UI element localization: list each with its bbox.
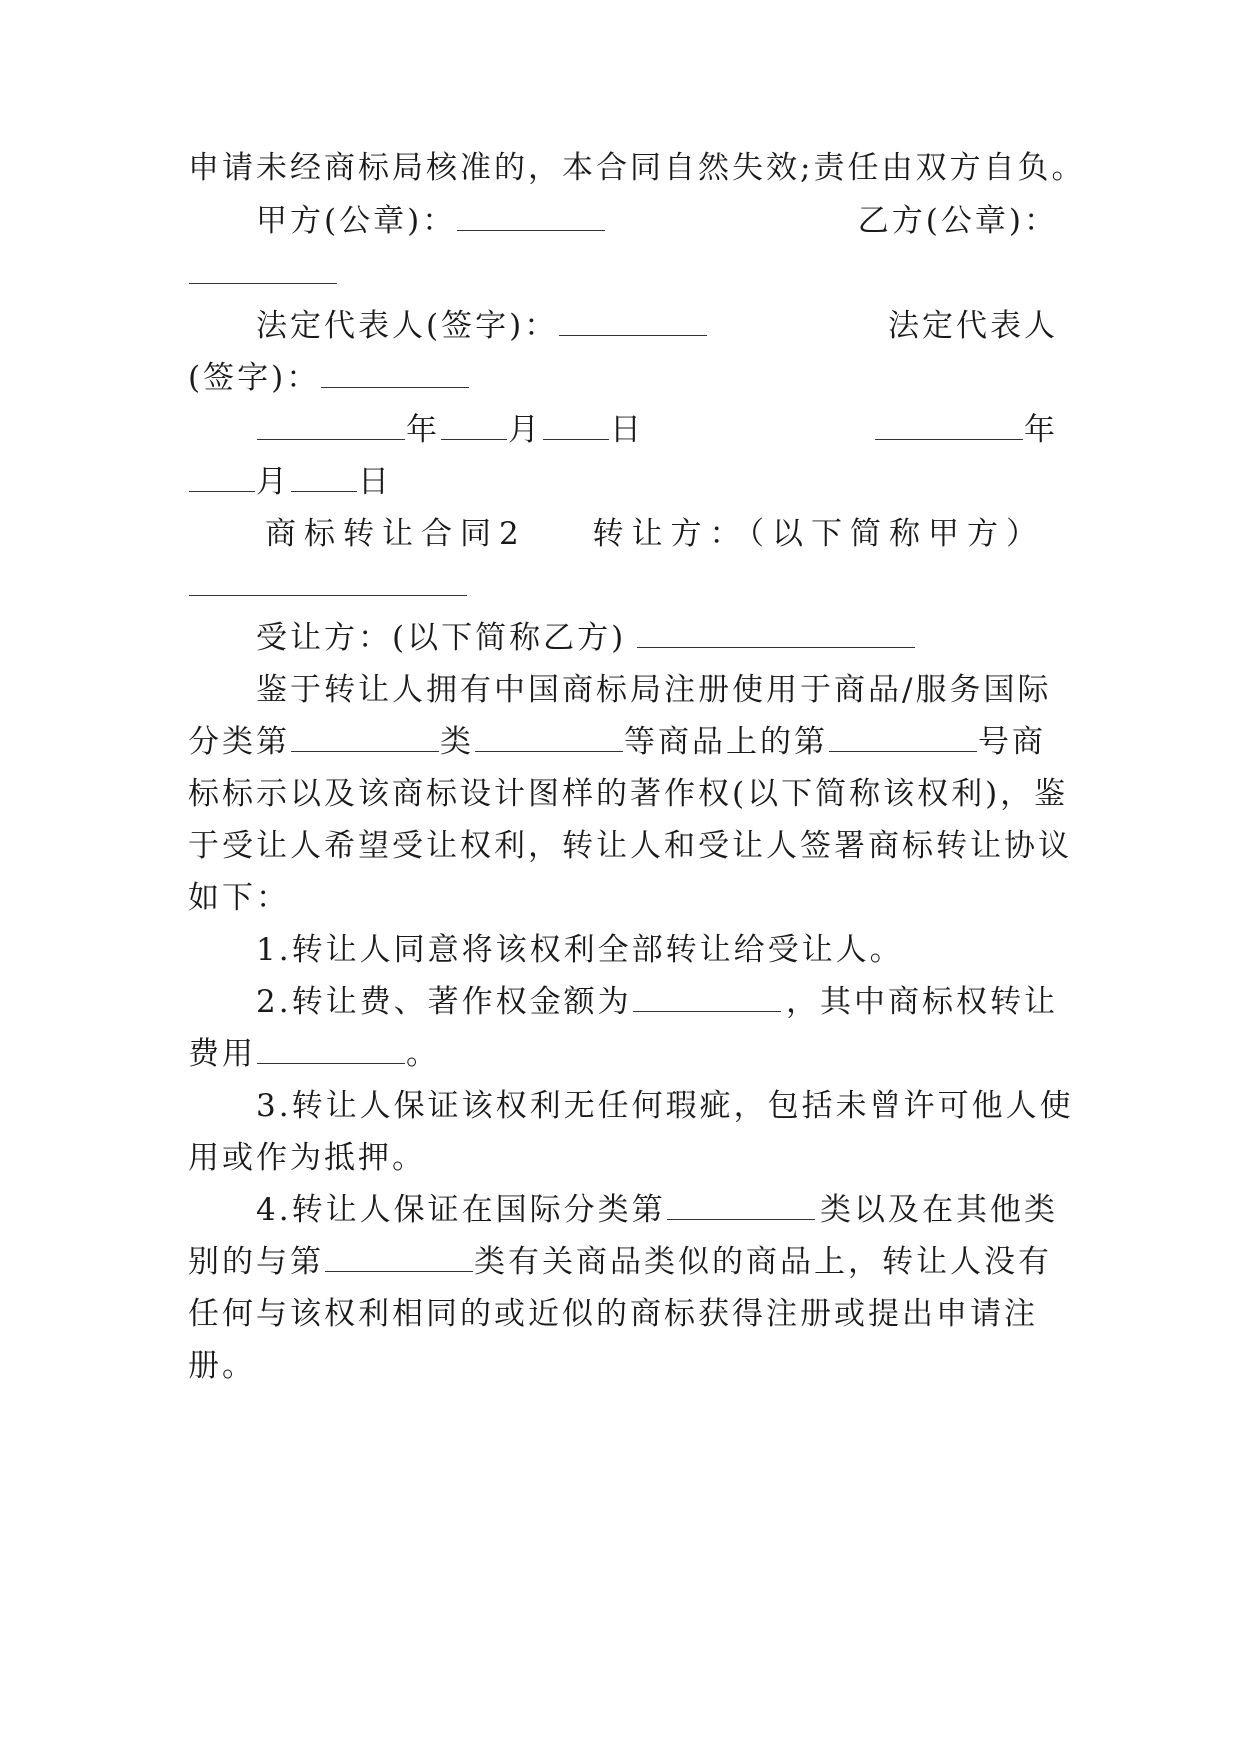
contract-title-line	[265, 514, 1045, 554]
party-a-date: 年 月 日	[256, 410, 644, 450]
blank-line	[875, 413, 1023, 440]
contract-title: 商标转让合同2	[265, 516, 527, 552]
party-a-representative: 法定代表人(签字)：	[256, 306, 708, 346]
blank-line	[667, 1193, 815, 1220]
clause-3: 3.转让人保证该权利无任何瑕疵，包括未曾许可他人使	[256, 1088, 1074, 1124]
text-line: 册。	[188, 1348, 256, 1384]
text-line: 用或作为抵押。	[188, 1140, 426, 1176]
signature-line	[256, 306, 1058, 346]
text-line: 月 日	[188, 462, 1058, 502]
blank-line	[633, 985, 781, 1012]
blank-line	[291, 725, 439, 752]
text-line: 分类第 类 等商品上的第 号商	[188, 724, 1046, 760]
contract-clause-text: 申请未经商标局核准的，本合同自然失效;责任由双方自负。	[188, 150, 1086, 186]
blank-line	[325, 1245, 473, 1272]
text-line: 标标示以及该商标设计图样的著作权(以下简称该权利)，鉴	[188, 776, 1069, 812]
blank-line	[637, 621, 915, 648]
seal-line	[256, 201, 1058, 241]
blank-line	[321, 361, 469, 388]
clause-1: 1.转让人同意将该权利全部转让给受让人。	[256, 932, 904, 968]
transferee-line: 受让方：(以下简称乙方)	[256, 618, 1058, 658]
text-line	[188, 566, 1058, 606]
text-line: 鉴于转让人拥有中国商标局注册使用于商品/服务国际	[256, 672, 1052, 708]
text-line: 费用 。	[188, 1036, 440, 1072]
text-line: 别的与第 类有关商品类似的商品上，转让人没有	[188, 1244, 1052, 1280]
blank-line	[291, 465, 357, 492]
blank-line	[257, 1037, 405, 1064]
text-line	[188, 254, 1058, 294]
text-line	[188, 148, 1086, 188]
text-line: (签字)：	[188, 358, 1058, 398]
blank-line	[189, 257, 337, 284]
blank-line	[457, 204, 605, 231]
blank-line	[257, 413, 405, 440]
party-b-representative-label: 法定代表人	[888, 308, 1058, 344]
blank-line	[189, 465, 255, 492]
transferor-label: 转让方：（以下简称甲方）	[592, 516, 1045, 552]
blank-line	[559, 309, 707, 336]
blank-line	[543, 413, 609, 440]
text-line: 任何与该权利相同的或近似的商标获得注册或提出申请注	[188, 1296, 1038, 1332]
clause-2: 2.转让费、著作权金额为 ，其中商标权转让	[256, 984, 1058, 1020]
blank-line	[475, 725, 623, 752]
blank-line	[829, 725, 977, 752]
party-b-seal-label: 乙方(公章)：	[857, 203, 1058, 239]
blank-line	[441, 413, 507, 440]
date-line	[256, 410, 1058, 450]
text-line: 于受让人希望受让权利，转让人和受让人签署商标转让协议	[188, 828, 1072, 864]
clause-4: 4.转让人保证在国际分类第 类以及在其他类	[256, 1192, 1058, 1228]
blank-line	[189, 569, 467, 596]
party-a-seal: 甲方(公章)：	[256, 201, 606, 241]
text-line: 如下：	[188, 880, 290, 916]
party-b-date: 年	[874, 410, 1058, 450]
